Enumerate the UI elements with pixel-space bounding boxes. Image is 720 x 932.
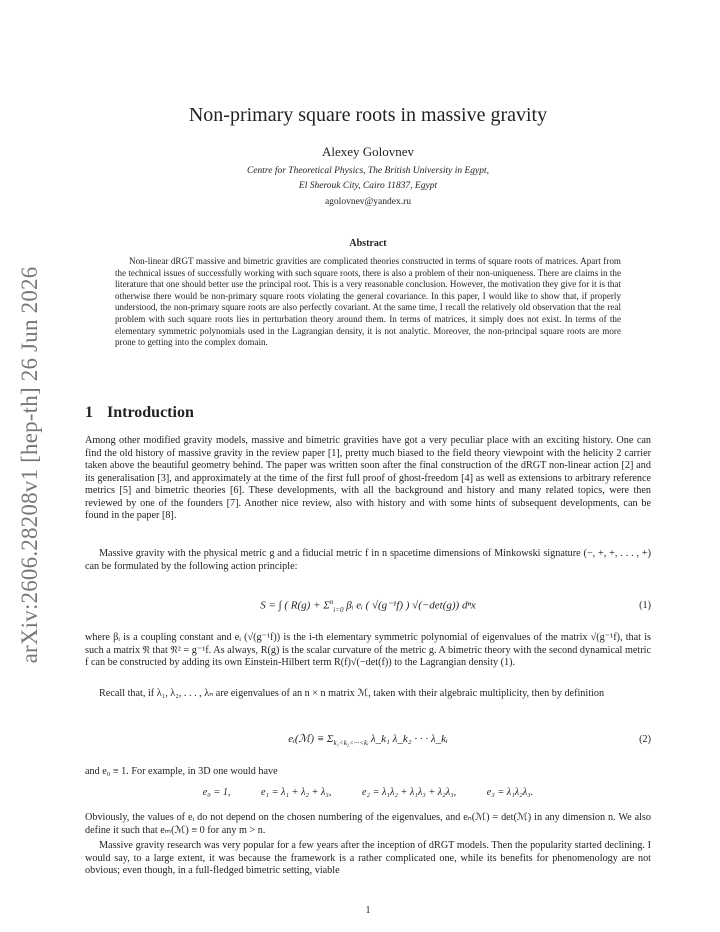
author-name: Alexey Golovnev [321,144,415,159]
author-email: agolovnev@yandex.ru [324,197,412,207]
section-number: 1 [85,404,93,421]
paper-title: Non-primary square roots in massive gravity [188,104,548,126]
eq1-sum-top: n [329,598,334,606]
eq3-e2: e₂ = λ₁λ₂ + λ₁λ₃ + λ₂λ₃, [361,787,457,798]
abstract-body: Non-linear dRGT massive and bimetric gravities are complicated theories constructed in terms of square roots of matrices. Apart from the technical issues of successfully working with such square roots, there is also a problem of their non-uniqueness. There are claims in the literature that one should better use the principal root. This is a very reasonable conclusion. However, the motivation they give for it is that otherwise there would be non-primary square roots violating the general covariance. In this paper, I would like to show that, if properly understood, the non-primary square roots are also perfectly covariant. At the same time, I recall the relatively old observation that the real problem with such square roots lies in perturbation theory around them. In terms of matrices, it simply does not exist. In terms of the elementary symmetric polynomials used in the Lagrangian density, it is not analytic. Moreover, the non-principal square roots are more prone to getting into the complex domain. [115,256,621,348]
eq2-sum-bottom: k₁<k₂<···<kᵢ [333,739,369,748]
arxiv-identifier-text: arXiv:2606.28208v1 [hep-th] 26 Jun 2026 [17,266,42,664]
eq1-lhs: S = ∫ ( R(g) + Σ [260,599,330,612]
eq3-e1: e₁ = λ₁ + λ₂ + λ₃, [261,787,332,798]
paragraph-numbering: Obviously, the values of eᵢ do not depend on the chosen numbering of the eigenvalues, and eₙ(ℳ) = det(ℳ) in any dimension n. We also define it such that eₘ(ℳ) ≡ 0 for any m > n. [85,812,651,836]
eq1-rhs: βᵢ eᵢ ( √(g⁻¹f) ) √(−det(g)) dⁿx [346,599,476,612]
paragraph-popularity: Massive gravity research was very popular for a few years after the inception of dRGT models. Then the popularity started declining. I would say, to a large extent, it was because the framework is a rather complicated one, while its benefits for phenomenology are not obvious; even though, in a full-fledged bimetric setting, viable [85,840,651,876]
eq2-rhs: λ_k₁ λ_k₂ · · · λ_kᵢ [370,733,448,745]
equation-1-number: (1) [639,600,651,611]
paragraph-eigenvalues: Recall that, if λ₁, λ₂, . . . , λₙ are eigenvalues of an n × n matrix ℳ, taken with their algebraic multiplicity, then by definition [99,688,605,699]
arxiv-identifier [10,260,50,670]
page-number: 1 [365,905,371,916]
eq2-lhs: eᵢ(ℳ) ≡ Σ [288,733,334,745]
equation-2-number: (2) [639,734,651,745]
equation-symmetric-polynomial [85,726,651,766]
section-heading [85,404,194,422]
affiliation-line-1: Centre for Theoretical Physics, The British University in Egypt, [246,166,490,176]
paragraph-action-intro: Massive gravity with the physical metric g and a fiducial metric f in n spacetime dimensions of Minkowski signature (−, +, +, . . . , +) can be formulated by the following action principle: [85,548,651,572]
equation-action-expression [85,598,651,614]
paragraph-history: Among other modified gravity models, massive and bimetric gravities have got a very peculiar place with an exciting history. One can find the old history of massive gravity in the review paper [1], pretty much biased to the field theory viewpoint with the helicity 2 carrier taken above the beautiful geometry behind. The paper was written soon after the final construction of the dRGT non-linear action [2] and its generalisation [3], and approximately at the time of the first full proof of ghost-freedom [4] as well as extensions to arbitrary reference metrics [5] and bimetric theories [6]. These developments, with all the background and history and many related topics, were then reviewed by one of the founders [7]. Another nice review, also with history and with some hints of subsequent developments, can be found in the paper [8]. [85,435,651,521]
equation-action [85,586,651,626]
paragraph-action-explanation: where βᵢ is a coupling constant and eᵢ (√(g⁻¹f)) is the i-th elementary symmetric polynomial of eigenvalues of the matrix √(g⁻¹f), that is such a matrix 𝔑 that 𝔑² = g⁻¹f. As always, R(g) is the scalar curvature of the metric g. A bimetric theory with the second dynamical metric f can be constructed by adding its own Einstein-Hilbert term R(f)√(−det(f)) to the Lagrangian density (1). [85,632,651,668]
eq3-e3: e₃ = λ₁λ₂λ₃. [486,787,534,798]
equation-3d-example [85,787,651,798]
affiliation-line-2: El Sherouk City, Cairo 11837, Egypt [298,181,438,191]
paragraph-example: and e₀ ≡ 1. For example, in 3D one would have [85,766,278,777]
eq3-e0: e₀ = 1, [202,787,231,798]
eq1-sum-bottom: i=0 [333,605,344,614]
section-title: Introduction [107,404,194,421]
abstract-heading: Abstract [349,238,387,249]
equation-2-expression [85,732,651,747]
